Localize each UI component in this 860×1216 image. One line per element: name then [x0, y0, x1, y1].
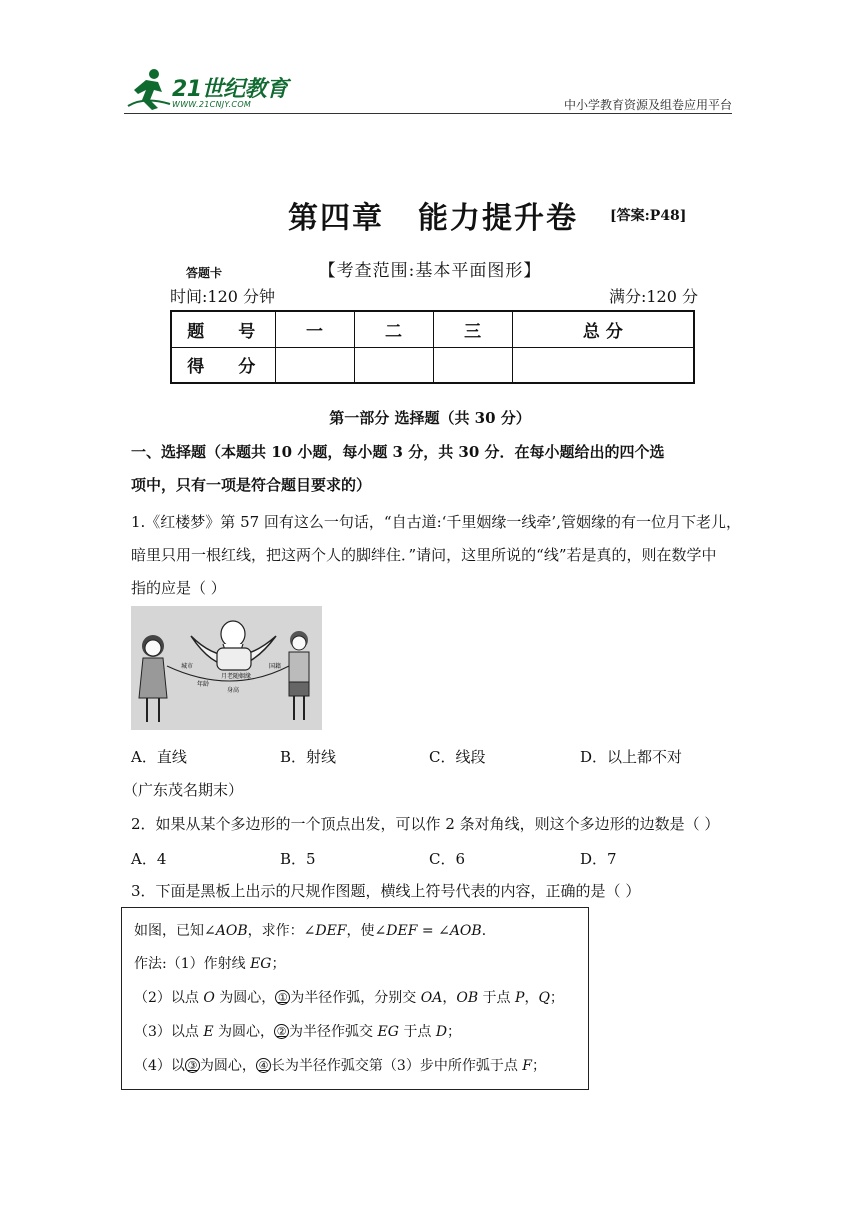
- chapter-label: 第四章: [288, 201, 384, 236]
- table-cell: 题 号: [171, 311, 275, 347]
- full-score: 满分:120 分: [608, 287, 698, 306]
- option-b[interactable]: B．射线: [280, 748, 337, 766]
- header-divider: [124, 113, 732, 114]
- box-line: （3）以点 E 为圆心， ② 为半径作弧交 EG 于点 D；: [134, 1024, 462, 1040]
- score-input-cell[interactable]: [354, 347, 433, 383]
- option-a[interactable]: A．4: [131, 850, 167, 868]
- question-2-source: （广东茂名期末）: [123, 781, 244, 799]
- section-heading-line: 一、选择题（本题共 10 小题，每小题 3 分，共 30 分．在每小题给出的四个选: [131, 443, 665, 461]
- blank-marker-1: ①: [275, 990, 290, 1005]
- running-figure-logo-icon: [124, 66, 174, 114]
- table-cell: 总 分: [512, 311, 694, 347]
- site-logo: [124, 66, 294, 116]
- platform-name: 中小学教育资源及组卷应用平台: [563, 98, 732, 112]
- question-1-text: 暗里只用一根红线，把这两个人的脚绊住．”请问，这里所说的“线”若是真的，则在数学中: [131, 546, 717, 564]
- answer-reference: [答案:P48]: [610, 208, 687, 224]
- option-a[interactable]: A．直线: [131, 748, 187, 766]
- question-1-illustration: [131, 606, 322, 730]
- exam-name: 能力提升卷: [418, 201, 578, 236]
- option-b[interactable]: B．5: [280, 850, 316, 868]
- exam-scope: 【考查范围:基本平面图形】: [318, 261, 542, 281]
- table-row: [171, 347, 694, 383]
- answer-card-label: 答题卡: [186, 266, 223, 280]
- blank-marker-3: ③: [185, 1058, 200, 1073]
- box-line: （2）以点 O 为圆心， ① 为半径作弧，分别交 OA，OB 于点 P，Q；: [134, 990, 564, 1006]
- image-label: 月老随姻缘: [221, 673, 252, 680]
- score-input-cell[interactable]: [433, 347, 512, 383]
- blank-marker-4: ④: [256, 1058, 271, 1073]
- image-label: 国籍: [269, 663, 282, 670]
- section-title: 第一部分 选择题（共 30 分）: [329, 409, 531, 427]
- box-line: （4）以 ③ 为圆心， ④ 长为半径作弧交第（3）步中所作弧于点 F；: [134, 1058, 546, 1074]
- image-label: 身高: [227, 687, 240, 694]
- option-d[interactable]: D．以上都不对: [580, 748, 683, 766]
- time-limit: 时间:120 分钟: [170, 287, 276, 306]
- score-table: [170, 310, 695, 384]
- option-c[interactable]: C．6: [429, 850, 466, 868]
- question-1-text: 1.《红楼梦》第 57 回有这么一句话，“自古道:‘千里姻缘一线牵’,管姻缘的有一位月下老儿，: [131, 513, 741, 531]
- logo-url: WWW.21CNJY.COM: [172, 100, 252, 109]
- option-c[interactable]: C．线段: [429, 748, 486, 766]
- logo-text: 21世纪教育: [172, 77, 288, 102]
- box-line: 作法:（1）作射线 EG；: [134, 956, 286, 972]
- question-1-text: 指的应是（ ）: [131, 579, 226, 597]
- table-row: [171, 311, 694, 347]
- page-title: [288, 193, 578, 237]
- blank-marker-2: ②: [274, 1024, 289, 1039]
- section-heading-line: 项中，只有一项是符合题目要求的）: [131, 476, 372, 494]
- table-cell: 二: [354, 311, 433, 347]
- image-label: 城市: [181, 663, 194, 670]
- table-cell: 一: [275, 311, 354, 347]
- question-2-text: 2．如果从某个多边形的一个顶点出发，可以作 2 条对角线，则这个多边形的边数是（ ）: [131, 815, 720, 833]
- table-cell: 得 分: [171, 347, 275, 383]
- box-line: 如图，已知∠AOB，求作：∠DEF，使∠DEF = ∠AOB．: [134, 923, 496, 939]
- question-3-text: 3．下面是黑板上出示的尺规作图题，横线上符号代表的内容，正确的是（ ）: [131, 882, 641, 900]
- score-input-cell[interactable]: [512, 347, 694, 383]
- image-label: 年龄: [197, 681, 210, 688]
- score-input-cell[interactable]: [275, 347, 354, 383]
- construction-problem-box: [121, 907, 589, 1090]
- table-cell: 三: [433, 311, 512, 347]
- option-d[interactable]: D．7: [580, 850, 617, 868]
